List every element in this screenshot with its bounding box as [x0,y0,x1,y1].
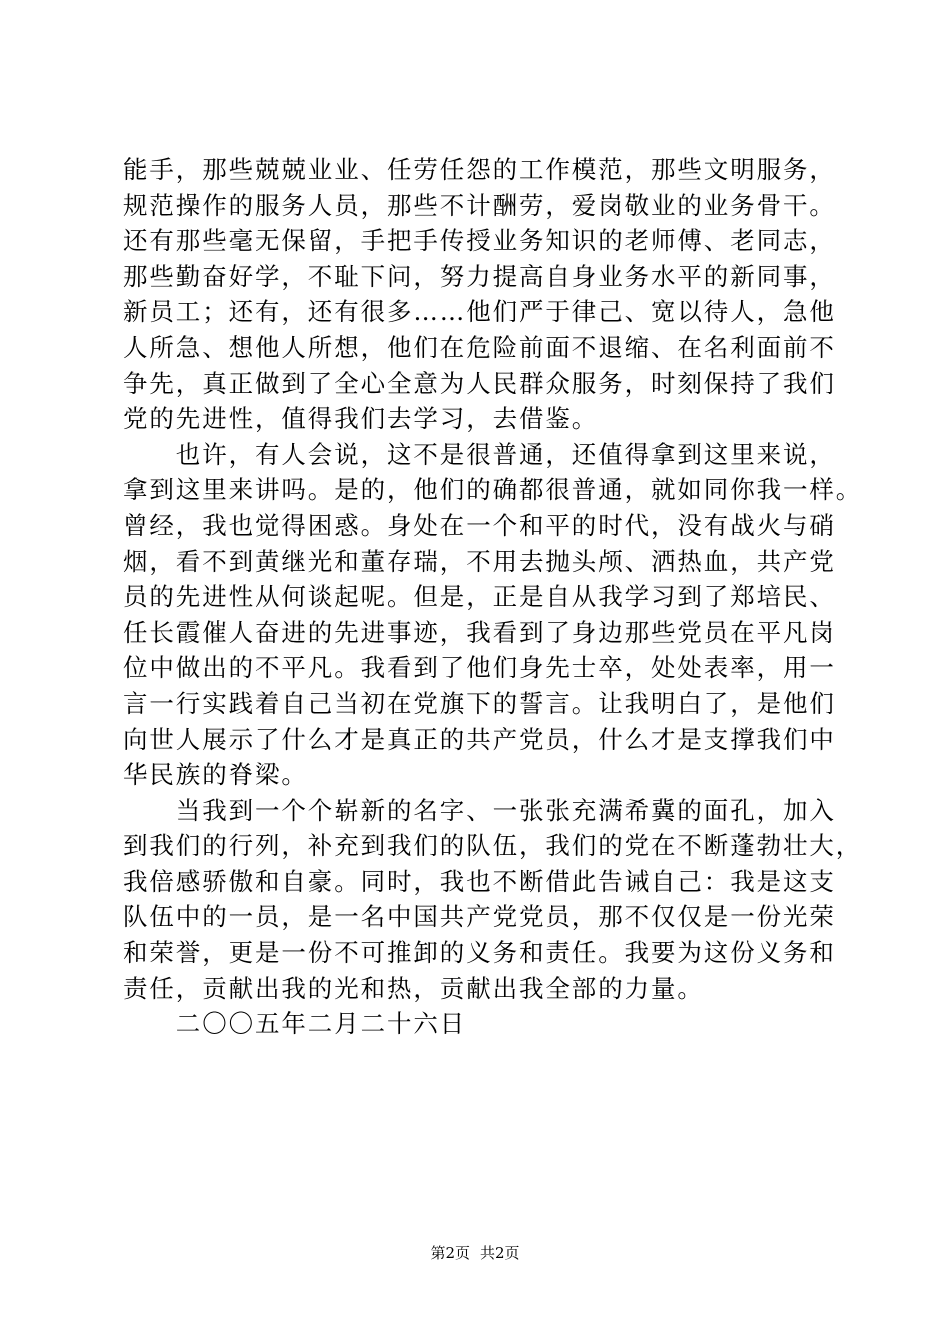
text-line: 华民族的脊梁。 [123,760,308,790]
text-line: 也许，有人会说，这不是很普通，还值得拿到这里来说， [123,439,836,469]
text-line: 责任，贡献出我的光和热，贡献出我全部的力量。 [123,973,704,1003]
text-line: 任长霞催人奋进的先进事迹，我看到了身边那些党员在平凡岗 [123,617,836,647]
text-line: 争先，真正做到了全心全意为人民群众服务，时刻保持了我们 [123,368,836,398]
document-body [123,152,863,1042]
text-line: 人所急、想他人所想，他们在危险前面不退缩、在名利面前不 [123,332,836,362]
text-line: 规范操作的服务人员，那些不计酬劳，爱岗敬业的业务骨干。 [123,190,836,220]
text-line: 位中做出的不平凡。我看到了他们身先士卒，处处表率，用一 [123,653,836,683]
text-line: 拿到这里来讲吗。是的，他们的确都很普通，就如同你我一样。 [123,475,863,505]
text-line: 到我们的行列，补充到我们的队伍，我们的党在不断蓬勃壮大， [123,831,863,861]
text-line: 员的先进性从何谈起呢。但是，正是自从我学习到了郑培民、 [123,582,836,612]
text-line: 能手，那些兢兢业业、任劳任怨的工作模范，那些文明服务， [123,155,836,184]
page-footer [0,1243,950,1263]
text-line: 我倍感骄傲和自豪。同时，我也不断借此告诫自己：我是这支 [123,866,836,896]
date-line: 二〇〇五年二月二十六日 [123,1009,467,1039]
page-number: 第2页 [430,1244,470,1262]
text-line: 和荣誉，更是一份不可推卸的义务和责任。我要为这份义务和 [123,938,836,968]
text-line: 队伍中的一员，是一名中国共产党党员，那不仅仅是一份光荣 [123,902,836,932]
text-line: 言一行实践着自己当初在党旗下的誓言。让我明白了，是他们 [123,688,836,718]
text-line: 那些勤奋好学，不耻下问，努力提高自身业务水平的新同事， [123,261,836,291]
text-line: 向世人展示了什么才是真正的共产党员，什么才是支撑我们中 [123,724,836,754]
text-line: 党的先进性，值得我们去学习，去借鉴。 [123,404,599,434]
text-line: 烟，看不到黄继光和董存瑞，不用去抛头颅、洒热血，共产党 [123,546,836,576]
text-line: 新员工；还有，还有很多……他们严于律己、宽以待人，急他 [123,297,836,327]
text-line: 当我到一个个崭新的名字、一张张充满希冀的面孔，加入 [123,795,836,825]
text-line: 曾经，我也觉得困惑。身处在一个和平的时代，没有战火与硝 [123,510,836,540]
page-total: 共2页 [480,1244,520,1262]
text-line: 还有那些毫无保留，手把手传授业务知识的老师傅、老同志， [123,226,836,256]
